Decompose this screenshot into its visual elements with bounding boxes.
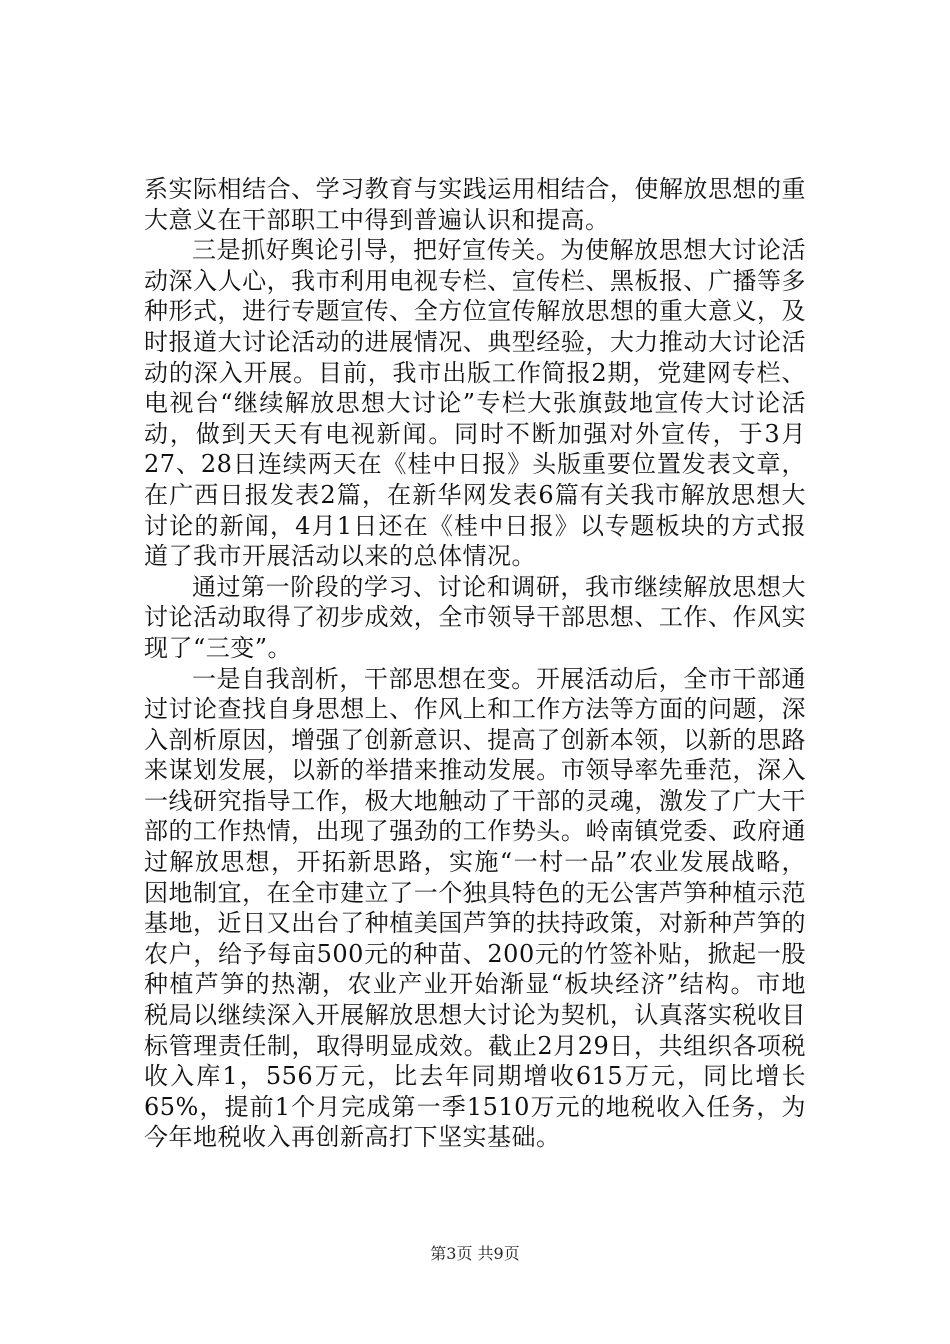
paragraph-3: 通过第一阶段的学习、讨论和调研，我市继续解放思想大讨论活动取得了初步成效，全市领导干部思想、工作、作风实现了“三变”。 <box>144 572 806 662</box>
paragraph-2: 三是抓好舆论引导，把好宣传关。为使解放思想大讨论活动深入人心，我市利用电视专栏、宣传栏、黑板报、广播等多种形式，进行专题宣传、全方位宣传解放思想的重大意义，及时报道大讨论活动的进展情况、典型经验，大力推动大讨论活动的深入开展。目前，我市出版工作简报2期，党建网专栏、电视台“继续解放思想大讨论”专栏大张旗鼓地宣传大讨论活动，做到天天有电视新闻。同时不断加强对外宣传，于3月27、28日连续两天在《桂中日报》头版重要位置发表文章，在广西日报发表2篇，在新华网发表6篇有关我市解放思想大讨论的新闻，4月1日还在《桂中日报》以专题板块的方式报道了我市开展活动以来的总体情况。 <box>144 236 806 571</box>
document-body <box>144 174 806 1153</box>
paragraph-4: 一是自我剖析，干部思想在变。开展活动后，全市干部通过讨论查找自身思想上、作风上和工作方法等方面的问题，深入剖析原因，增强了创新意识、提高了创新本领，以新的思路来谋划发展，以新的举措来推动发展。市领导率先垂范，深入一线研究指导工作，极大地触动了干部的灵魂，激发了广大干部的工作热情，出现了强劲的工作势头。岭南镇党委、政府通过解放思想，开拓新思路，实施“一村一品”农业发展战略，因地制宜，在全市建立了一个独具特色的无公害芦笋种植示范基地，近日又出台了种植美国芦笋的扶持政策，对新种芦笋的农户，给予每亩500元的种苗、200元的竹签补贴，掀起一股种植芦笋的热潮，农业产业开始渐显“板块经济”结构。市地税局以继续深入开展解放思想大讨论为契机，认真落实税收目标管理责任制，取得明显成效。截止2月29日，共组织各项税收入库1，556万元，比去年同期增收615万元，同比增长65%，提前1个月完成第一季1510万元的地税收入任务，为今年地税收入再创新高打下坚实基础。 <box>144 664 806 1152</box>
paragraph-1: 系实际相结合、学习教育与实践运用相结合，使解放思想的重大意义在干部职工中得到普遍认识和提高。 <box>144 175 806 234</box>
page-number-footer: 第3页 共9页 <box>430 1244 520 1263</box>
